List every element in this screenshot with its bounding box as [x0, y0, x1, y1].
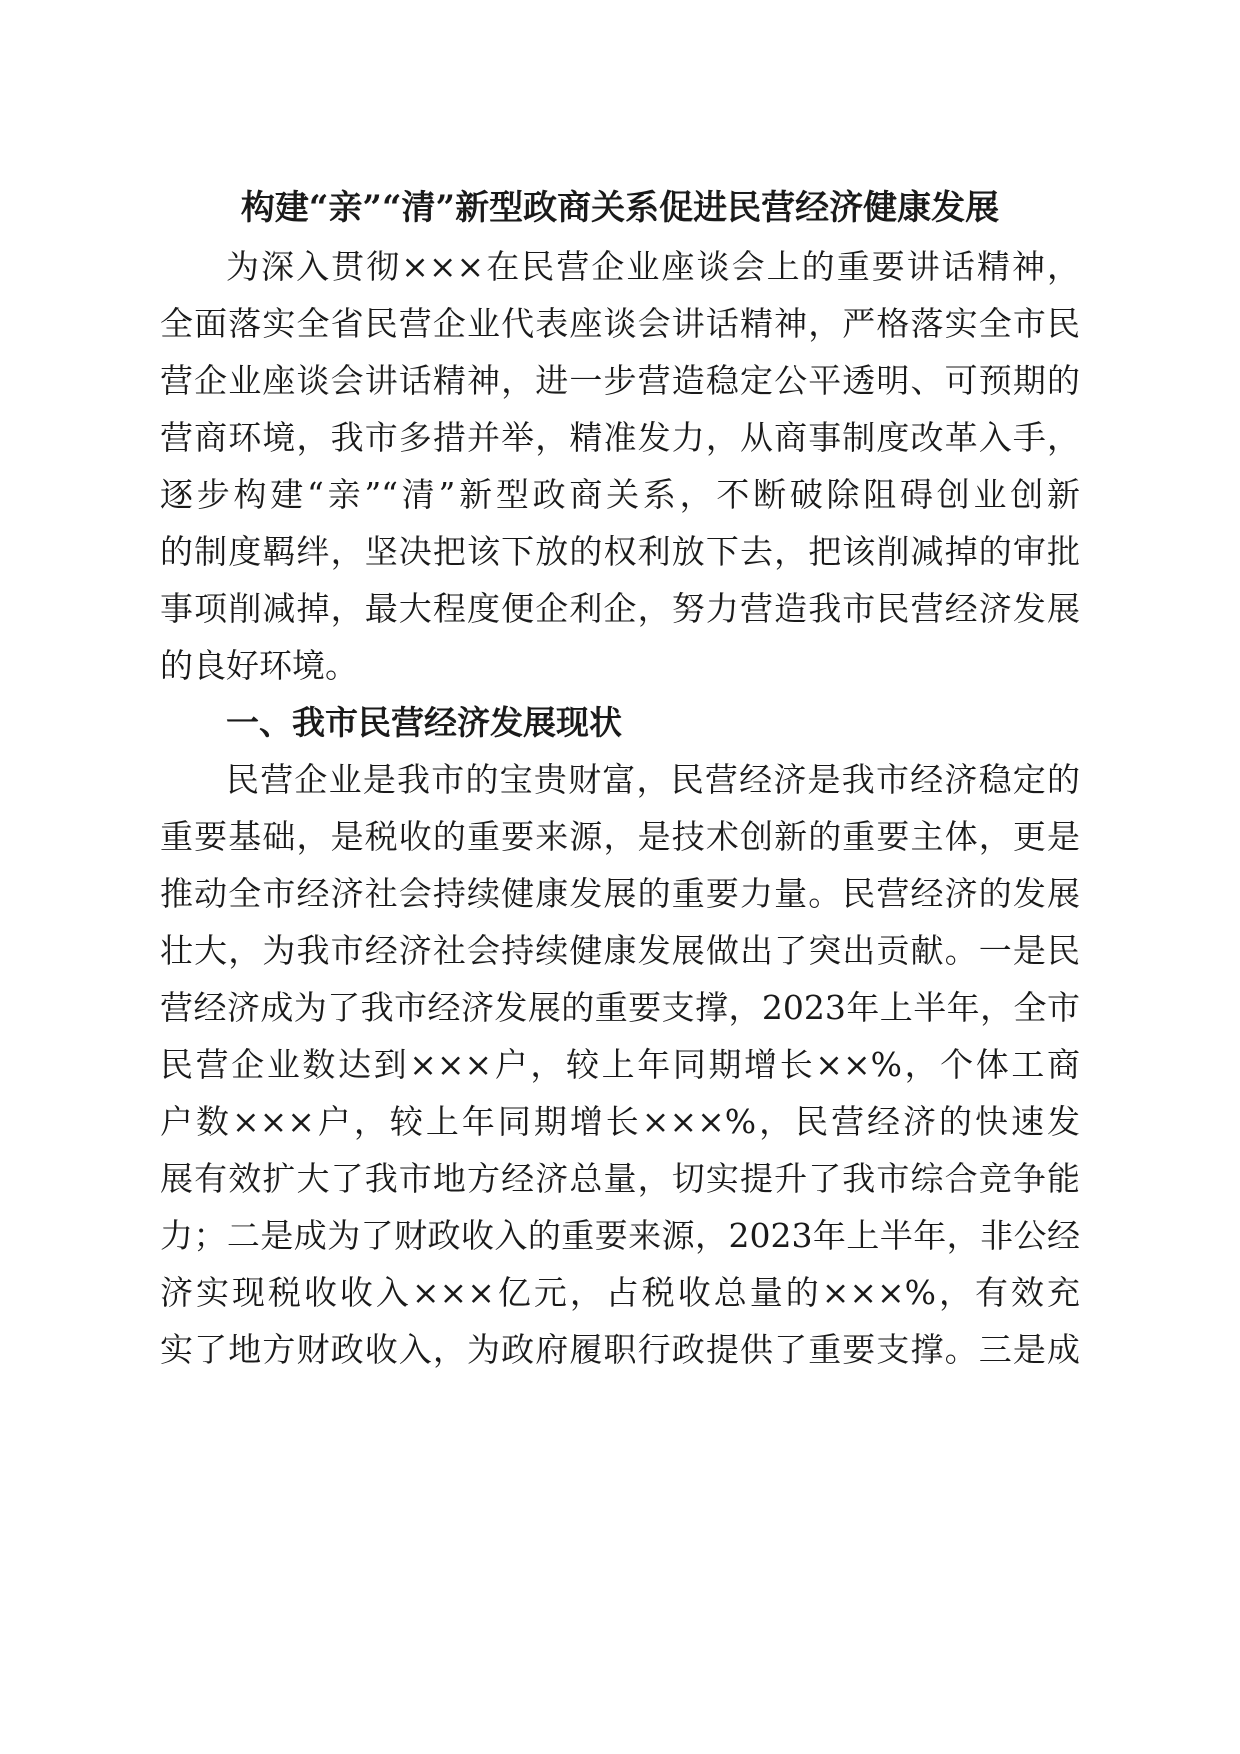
paragraph-line: 户数×××户，较上年同期增长×××%，民营经济的快速发 [160, 1102, 1080, 1141]
paragraph-line: 全面落实全省民营企业代表座谈会讲话精神，严格落实全市民 [160, 304, 1080, 343]
paragraph-line: 重要基础，是税收的重要来源，是技术创新的重要主体，更是 [160, 817, 1080, 856]
section-heading: 一、我市民营经济发展现状 [226, 703, 622, 742]
paragraph-line: 营经济成为了我市经济发展的重要支撑，2023年上半年，全市 [160, 988, 1080, 1027]
paragraph-line: 逐步构建“亲”“清”新型政商关系，不断破除阻碍创业创新 [160, 475, 1080, 514]
paragraph-line: 事项削减掉，最大程度便企利企，努力营造我市民营经济发展 [160, 589, 1080, 628]
document-title: 构建“亲”“清”新型政商关系促进民营经济健康发展 [240, 188, 1000, 228]
paragraph-line: 为深入贯彻×××在民营企业座谈会上的重要讲话精神， [226, 247, 1080, 286]
paragraph-line: 济实现税收收入×××亿元，占税收总量的×××%，有效充 [160, 1273, 1080, 1312]
paragraph-line: 民营企业是我市的宝贵财富，民营经济是我市经济稳定的 [226, 760, 1080, 799]
paragraph-line: 壮大，为我市经济社会持续健康发展做出了突出贡献。一是民 [160, 931, 1080, 970]
paragraph-line: 民营企业数达到×××户，较上年同期增长××%，个体工商 [160, 1045, 1080, 1084]
paragraph-line: 营商环境，我市多措并举，精准发力，从商事制度改革入手， [160, 418, 1080, 457]
paragraph-line: 的制度羁绊，坚决把该下放的权利放下去，把该削减掉的审批 [160, 532, 1080, 571]
paragraph-line: 营企业座谈会讲话精神，进一步营造稳定公平透明、可预期的 [160, 361, 1080, 400]
paragraph-line: 推动全市经济社会持续健康发展的重要力量。民营经济的发展 [160, 874, 1080, 913]
paragraph-line: 力；二是成为了财政收入的重要来源，2023年上半年，非公经 [160, 1216, 1080, 1255]
paragraph-line: 实了地方财政收入，为政府履职行政提供了重要支撑。三是成 [160, 1330, 1080, 1369]
paragraph-line: 的良好环境。 [160, 646, 358, 685]
paragraph-line: 展有效扩大了我市地方经济总量，切实提升了我市综合竞争能 [160, 1159, 1080, 1198]
